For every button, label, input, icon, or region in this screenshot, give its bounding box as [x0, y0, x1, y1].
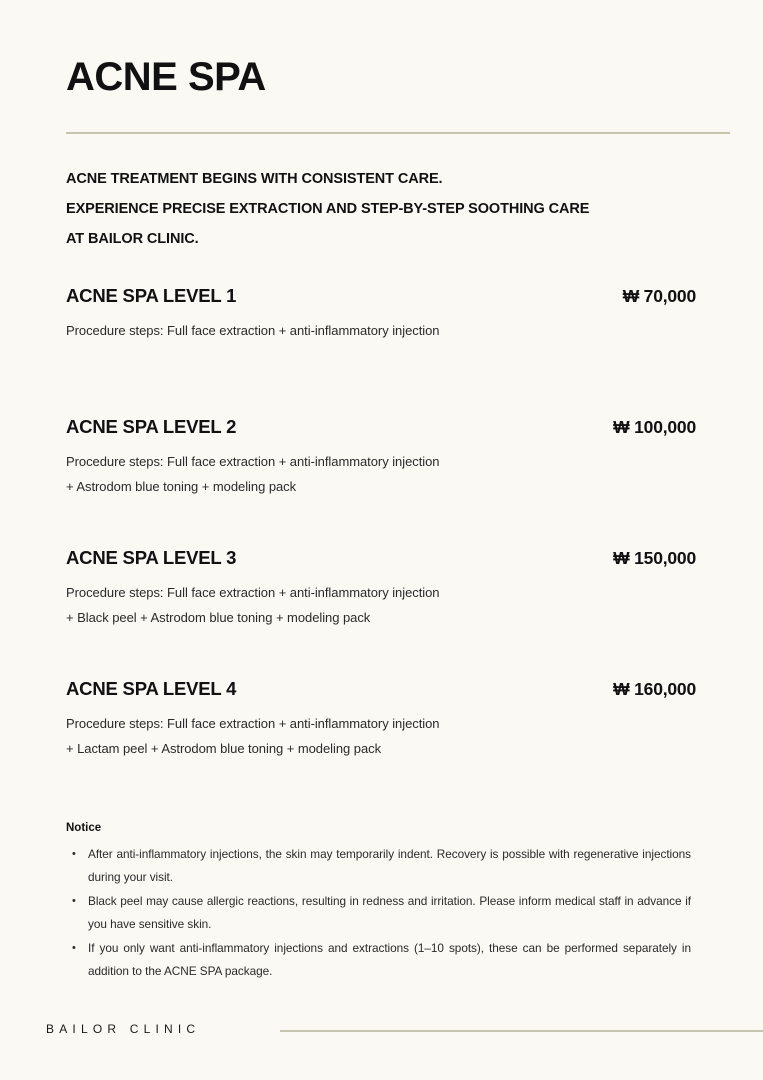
bullet-icon: •: [72, 895, 76, 907]
price-item-name: ACNE SPA LEVEL 3: [66, 547, 237, 568]
price-item-name: ACNE SPA LEVEL 4: [66, 678, 237, 699]
price-item-name: ACNE SPA LEVEL 2: [66, 416, 237, 437]
price-item: [66, 285, 696, 416]
intro-text: [66, 164, 706, 254]
price-item: [66, 678, 696, 809]
notice-item-text: After anti-inflammatory injections, the skin may temporarily indent. Recovery is possible with regenerative injections during your visit.: [88, 847, 691, 884]
price-item-description: [66, 580, 696, 630]
price-item-price: ₩ 100,000: [613, 417, 696, 437]
price-item-price: ₩ 70,000: [622, 286, 696, 306]
description-line: + Lactam peel + Astrodom blue toning + modeling pack: [66, 741, 382, 757]
bullet-icon: •: [72, 848, 76, 860]
price-item-price: ₩ 150,000: [613, 548, 696, 568]
notice-section: [66, 822, 691, 984]
intro-line-3: AT BAILOR CLINIC.: [66, 231, 199, 247]
notice-item-text: If you only want anti-inflammatory injections and extractions (1–10 spots), these can be performed separately in addition to the ACNE SPA package.: [88, 941, 691, 978]
price-item-header: [66, 416, 696, 438]
price-item-header: [66, 678, 696, 700]
notice-list-item: [66, 937, 691, 983]
price-item-name: ACNE SPA LEVEL 1: [66, 285, 237, 306]
price-item-price: ₩ 160,000: [613, 679, 696, 699]
notice-heading: Notice: [66, 822, 102, 834]
bullet-icon: •: [72, 942, 76, 954]
price-item-description: [66, 318, 696, 343]
description-line: Procedure steps: Full face extraction + anti-inflammatory injection: [66, 716, 440, 732]
footer: [0, 1018, 763, 1048]
notice-item-text: Black peel may cause allergic reactions, resulting in redness and irritation. Please inform medical staff in advance if you have sensitive skin.: [88, 894, 691, 931]
description-line: + Black peel + Astrodom blue toning + modeling pack: [66, 610, 371, 626]
description-line: Procedure steps: Full face extraction + anti-inflammatory injection: [66, 454, 440, 470]
notice-list-item: [66, 890, 691, 936]
notice-list: [66, 843, 691, 983]
description-line: Procedure steps: Full face extraction + anti-inflammatory injection: [66, 585, 440, 601]
description-line: + Astrodom blue toning + modeling pack: [66, 479, 297, 495]
price-item: [66, 416, 696, 547]
page-title: ACNE SPA: [66, 55, 266, 99]
price-item-header: [66, 285, 696, 307]
price-item-description: [66, 711, 696, 761]
price-list: [66, 285, 696, 809]
header-divider: [66, 132, 730, 134]
price-item: [66, 547, 696, 678]
intro-line-2: EXPERIENCE PRECISE EXTRACTION AND STEP-BY-STEP SOOTHING CARE: [66, 201, 590, 217]
price-item-description: [66, 449, 696, 499]
description-line: Procedure steps: Full face extraction + anti-inflammatory injection: [66, 323, 440, 339]
footer-divider: [280, 1030, 763, 1032]
intro-line-1: ACNE TREATMENT BEGINS WITH CONSISTENT CARE.: [66, 171, 443, 187]
brand-name: BAILOR CLINIC: [46, 1022, 201, 1036]
price-item-header: [66, 547, 696, 569]
notice-list-item: [66, 843, 691, 889]
